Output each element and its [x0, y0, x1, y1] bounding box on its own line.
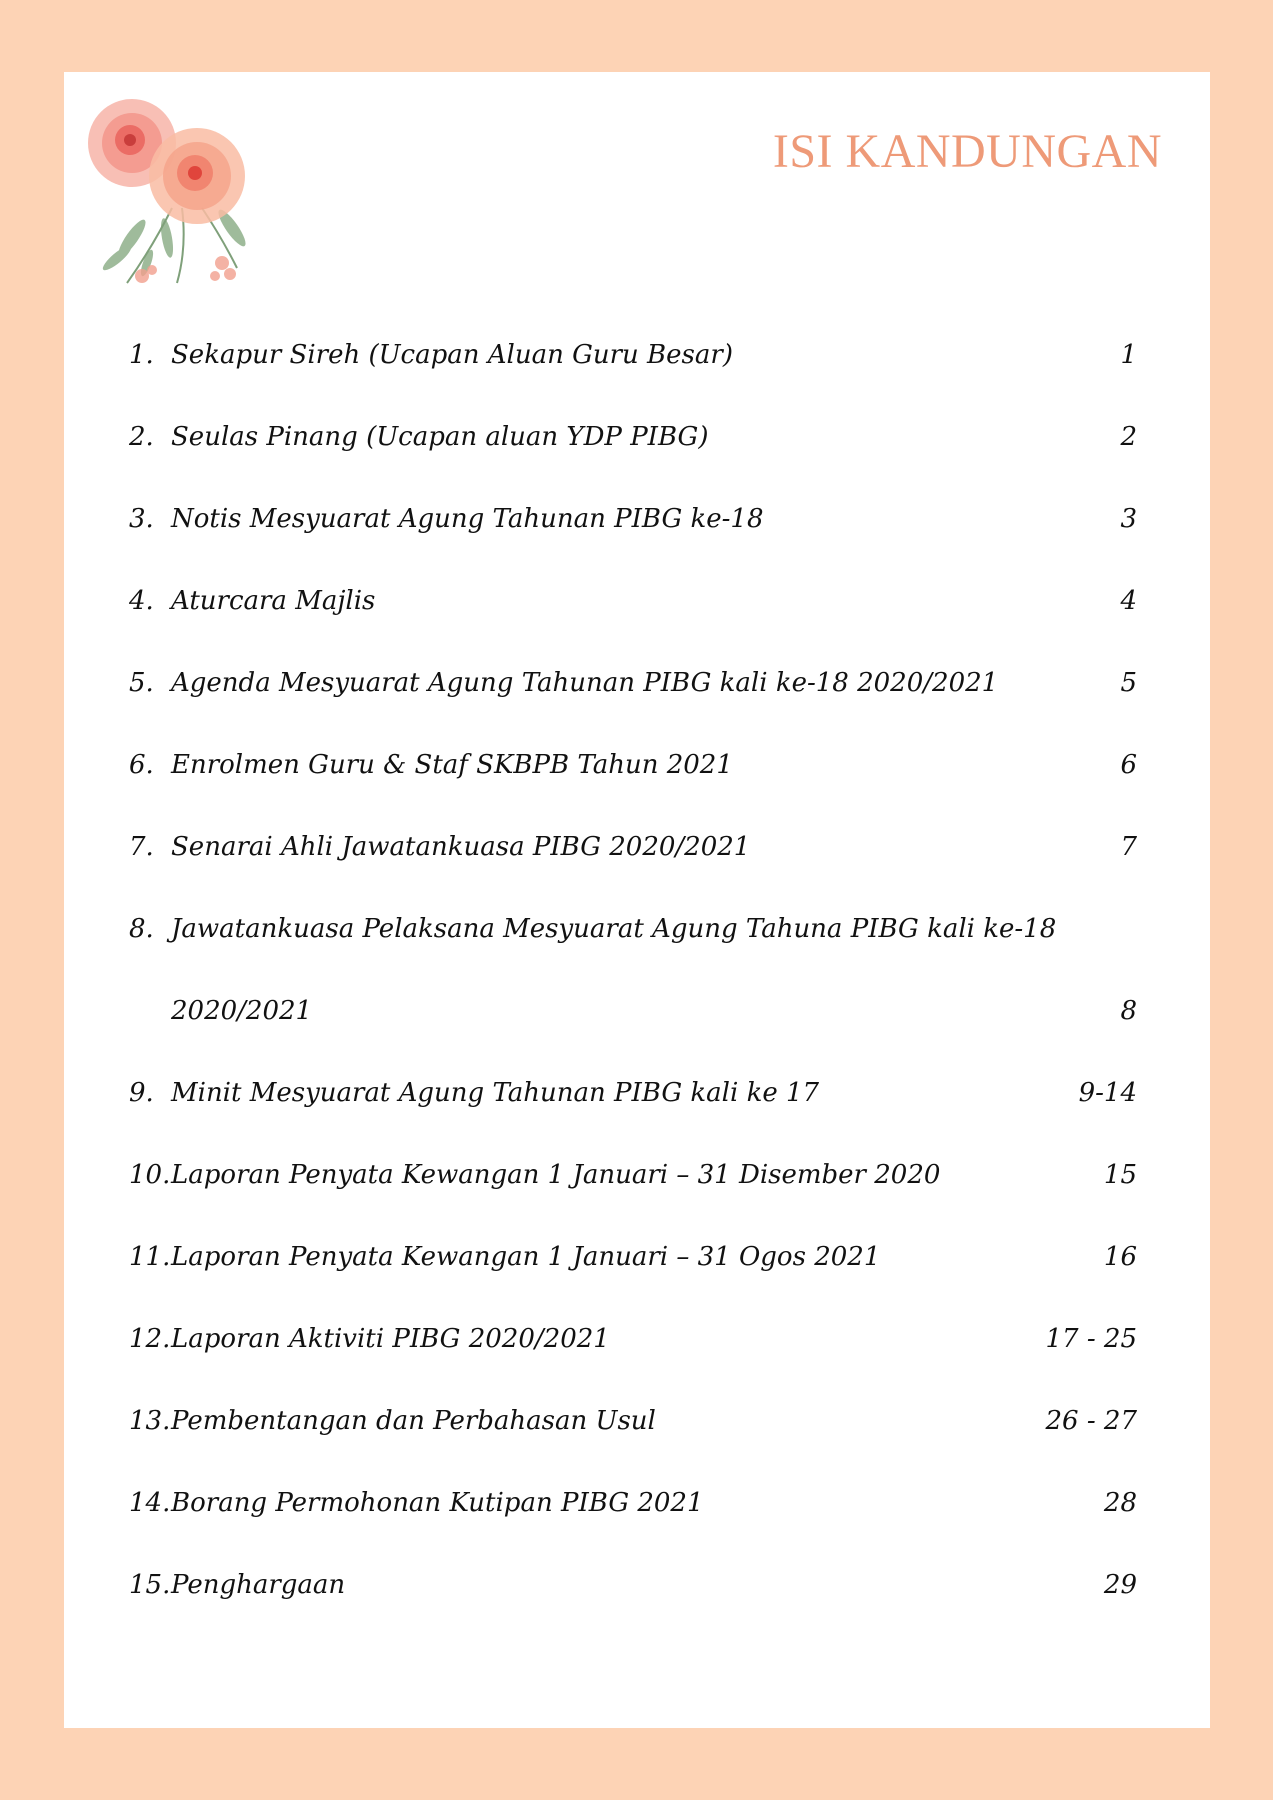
toc-entry-number: 5.: [129, 668, 154, 698]
toc-entry-label: Laporan Penyata Kewangan 1 Januari – 31 Disember 2020: [171, 1160, 941, 1190]
toc-entry: [129, 1242, 1155, 1324]
table-of-contents: [129, 340, 1155, 1652]
toc-entry-page: 1: [1120, 340, 1137, 370]
toc-entry: [129, 832, 1155, 914]
toc-entry-label: Laporan Penyata Kewangan 1 Januari – 31 Ogos 2021: [171, 1242, 881, 1272]
toc-entry-page: 8: [1120, 996, 1137, 1026]
toc-entry-number: 6.: [129, 750, 154, 780]
toc-entry-label-continued: 2020/2021: [171, 996, 313, 1026]
toc-entry-page: 5: [1120, 668, 1137, 698]
toc-entry-number: 11.: [129, 1242, 171, 1272]
page-title: ISI KANDUNGAN: [772, 125, 1162, 178]
toc-entry-number: 4.: [129, 586, 154, 616]
flower-bouquet-illustration: [72, 88, 262, 288]
toc-entry-number: 10.: [129, 1160, 171, 1190]
toc-entry-page: 26 - 27: [1045, 1406, 1137, 1436]
toc-entry-number: 9.: [129, 1078, 154, 1108]
toc-entry-number: 3.: [129, 504, 154, 534]
toc-entry-label: Aturcara Majlis: [171, 586, 376, 616]
toc-entry-page: 3: [1120, 504, 1137, 534]
toc-entry-label: Notis Mesyuarat Agung Tahunan PIBG ke-18: [171, 504, 764, 534]
toc-entry-page: 4: [1120, 586, 1137, 616]
toc-entry: [129, 504, 1155, 586]
toc-entry-number: 2.: [129, 422, 154, 452]
toc-entry-number: 12.: [129, 1324, 171, 1354]
document-page: [64, 72, 1210, 1728]
toc-entry-page: 17 - 25: [1045, 1324, 1137, 1354]
toc-entry: [129, 1324, 1155, 1406]
toc-entry-label: Enrolmen Guru & Staf SKBPB Tahun 2021: [171, 750, 733, 780]
toc-entry-page: 28: [1103, 1488, 1137, 1518]
toc-entry-label: Minit Mesyuarat Agung Tahunan PIBG kali ke 17: [171, 1078, 820, 1108]
toc-entry-label: Borang Permohonan Kutipan PIBG 2021: [171, 1488, 704, 1518]
toc-entry-page: 6: [1120, 750, 1137, 780]
toc-entry-label: Seulas Pinang (Ucapan aluan YDP PIBG): [171, 422, 709, 452]
toc-entry: [129, 1488, 1155, 1570]
toc-entry-label: Penghargaan: [171, 1570, 346, 1600]
toc-entry-page: 16: [1103, 1242, 1137, 1272]
toc-entry: [129, 1406, 1155, 1488]
toc-entry-label: Sekapur Sireh (Ucapan Aluan Guru Besar): [171, 340, 733, 370]
toc-entry: [129, 586, 1155, 668]
toc-entry-label: Agenda Mesyuarat Agung Tahunan PIBG kali ke-18 2020/2021: [171, 668, 999, 698]
toc-entry: [129, 1160, 1155, 1242]
toc-entry: [129, 1570, 1155, 1652]
toc-entry: [129, 1078, 1155, 1160]
toc-entry-number: 15.: [129, 1570, 171, 1600]
toc-entry: [129, 422, 1155, 504]
toc-entry-page: 15: [1103, 1160, 1137, 1190]
toc-entry-page: 2: [1120, 422, 1137, 452]
toc-entry: [129, 750, 1155, 832]
toc-entry-page: 7: [1120, 832, 1137, 862]
toc-entry-number: 7.: [129, 832, 154, 862]
toc-entry-label: Senarai Ahli Jawatankuasa PIBG 2020/2021: [171, 832, 751, 862]
toc-entry-number: 14.: [129, 1488, 171, 1518]
toc-entry: [129, 340, 1155, 422]
toc-entry: [129, 914, 1155, 1078]
toc-entry-number: 8.: [129, 914, 154, 944]
toc-entry-label: Jawatankuasa Pelaksana Mesyuarat Agung Tahuna PIBG kali ke-18: [171, 914, 1057, 944]
toc-entry-label: Pembentangan dan Perbahasan Usul: [171, 1406, 656, 1436]
toc-entry-page: 9-14: [1078, 1078, 1137, 1108]
toc-entry-label: Laporan Aktiviti PIBG 2020/2021: [171, 1324, 610, 1354]
toc-entry-page: 29: [1103, 1570, 1137, 1600]
toc-entry-number: 13.: [129, 1406, 171, 1436]
toc-entry: [129, 668, 1155, 750]
toc-entry-number: 1.: [129, 340, 154, 370]
